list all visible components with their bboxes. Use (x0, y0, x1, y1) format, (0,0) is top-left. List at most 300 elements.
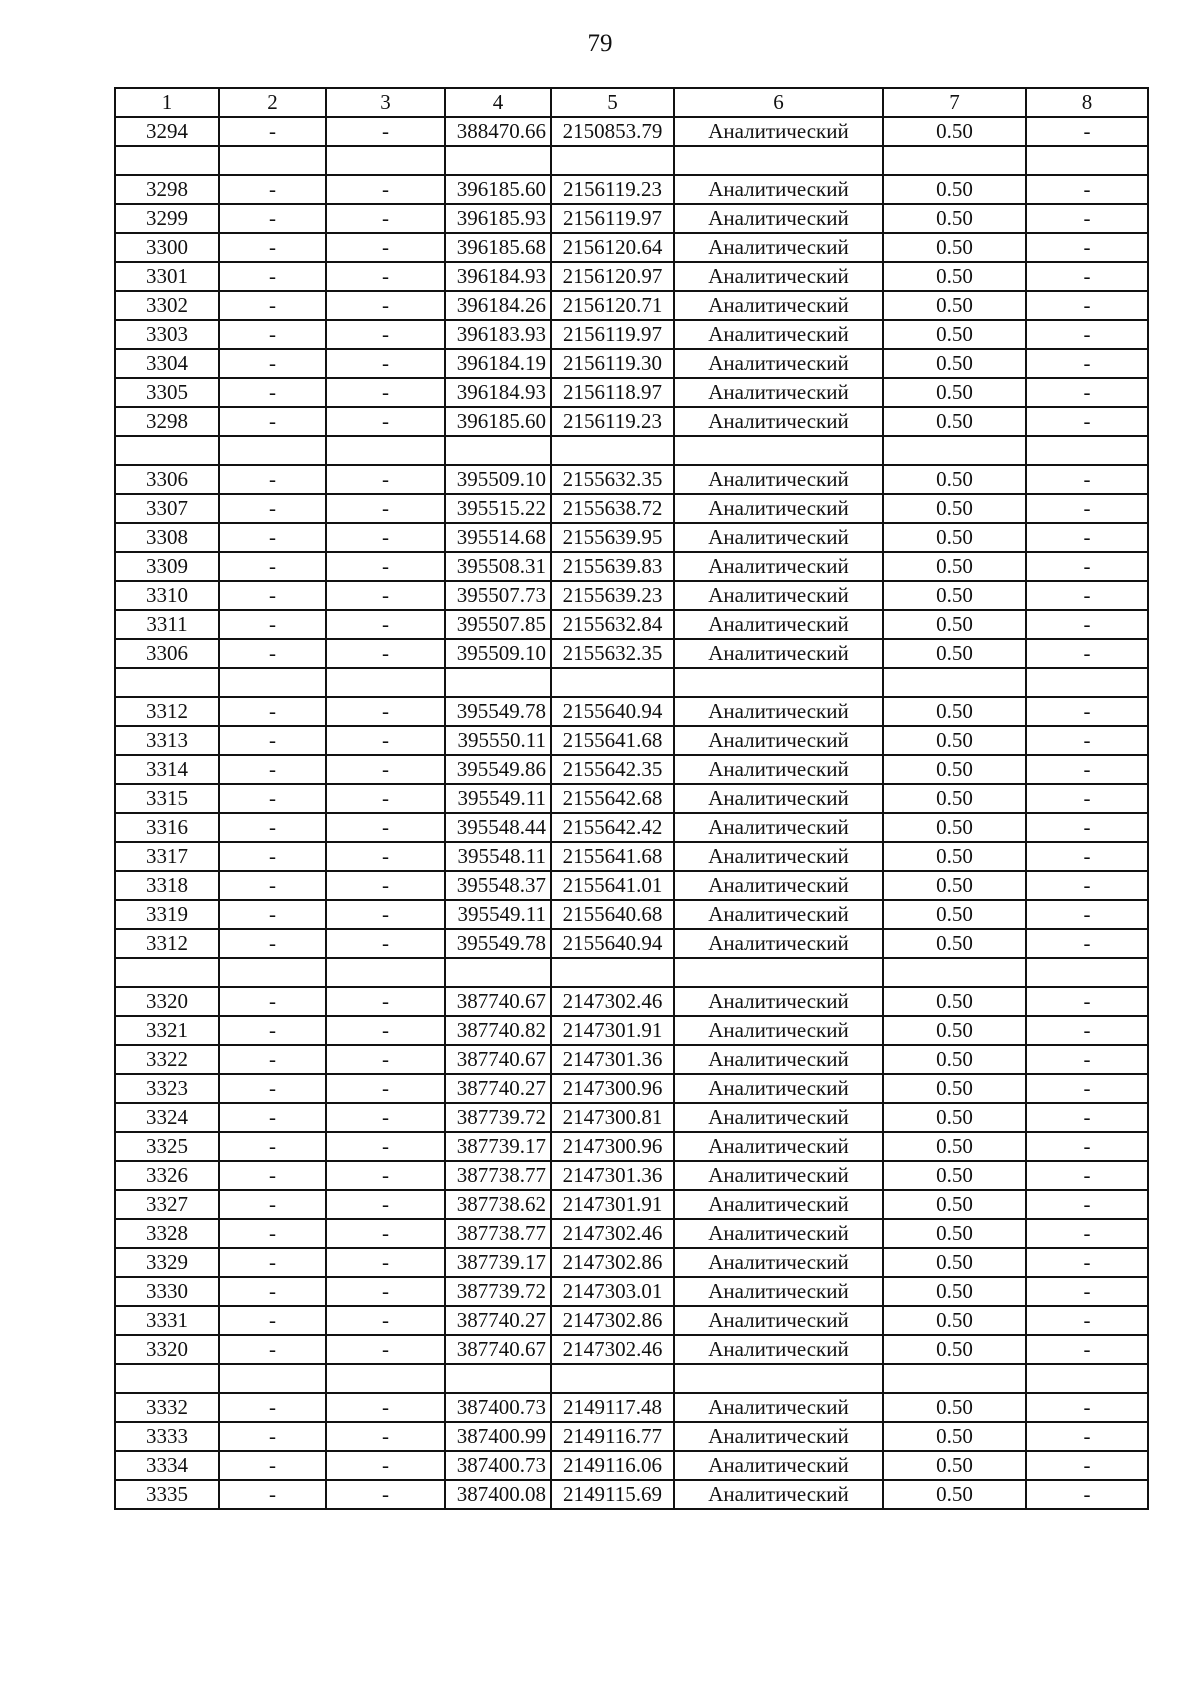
y-coordinate-cell: 2156120.97 (551, 262, 674, 291)
y-coordinate-cell: 2147302.46 (551, 1219, 674, 1248)
cell-col-3: - (326, 1248, 445, 1277)
cell-col-2: - (219, 378, 326, 407)
y-coordinate-cell: 2155639.95 (551, 523, 674, 552)
method-cell: Аналитический (674, 1132, 883, 1161)
y-coordinate-cell: 2147300.81 (551, 1103, 674, 1132)
x-coordinate-cell: 396185.93 (445, 204, 551, 233)
x-coordinate-cell: 387738.62 (445, 1190, 551, 1219)
cell-col-2: - (219, 1480, 326, 1509)
cell-col-3: - (326, 494, 445, 523)
point-number-cell: 3294 (115, 117, 219, 146)
table-row (115, 1016, 1148, 1045)
accuracy-cell: 0.50 (883, 1161, 1026, 1190)
method-cell (674, 668, 883, 697)
cell-col-8: - (1026, 465, 1148, 494)
x-coordinate-cell (445, 436, 551, 465)
table-row (115, 755, 1148, 784)
point-number-cell: 3321 (115, 1016, 219, 1045)
accuracy-cell: 0.50 (883, 1248, 1026, 1277)
cell-col-3: - (326, 1422, 445, 1451)
table-row (115, 1103, 1148, 1132)
table-row (115, 581, 1148, 610)
table-row (115, 1248, 1148, 1277)
table-row (115, 1422, 1148, 1451)
table-row (115, 320, 1148, 349)
method-cell: Аналитический (674, 1074, 883, 1103)
point-number-cell: 3299 (115, 204, 219, 233)
cell-col-8: - (1026, 1132, 1148, 1161)
table-header (115, 88, 1148, 117)
cell-col-2: - (219, 581, 326, 610)
x-coordinate-cell: 396185.60 (445, 175, 551, 204)
accuracy-cell: 0.50 (883, 1393, 1026, 1422)
cell-col-2: - (219, 1451, 326, 1480)
x-coordinate-cell: 395507.73 (445, 581, 551, 610)
cell-col-3: - (326, 610, 445, 639)
accuracy-cell (883, 668, 1026, 697)
point-number-cell: 3320 (115, 987, 219, 1016)
cell-col-2: - (219, 1306, 326, 1335)
y-coordinate-cell: 2155641.68 (551, 842, 674, 871)
cell-col-8: - (1026, 1480, 1148, 1509)
point-number-cell: 3311 (115, 610, 219, 639)
y-coordinate-cell: 2149116.77 (551, 1422, 674, 1451)
y-coordinate-cell: 2156118.97 (551, 378, 674, 407)
cell-col-8: - (1026, 1393, 1148, 1422)
x-coordinate-cell: 387740.67 (445, 1335, 551, 1364)
x-coordinate-cell: 395550.11 (445, 726, 551, 755)
cell-col-8: - (1026, 1335, 1148, 1364)
cell-col-8: - (1026, 1074, 1148, 1103)
accuracy-cell: 0.50 (883, 1422, 1026, 1451)
point-number-cell: 3305 (115, 378, 219, 407)
table-row (115, 842, 1148, 871)
table-row (115, 117, 1148, 146)
table-row (115, 552, 1148, 581)
table-row (115, 436, 1148, 465)
y-coordinate-cell: 2150853.79 (551, 117, 674, 146)
accuracy-cell: 0.50 (883, 726, 1026, 755)
cell-col-8: - (1026, 1103, 1148, 1132)
x-coordinate-cell: 395509.10 (445, 639, 551, 668)
cell-col-3: - (326, 1190, 445, 1219)
accuracy-cell: 0.50 (883, 1074, 1026, 1103)
y-coordinate-cell: 2147301.36 (551, 1045, 674, 1074)
accuracy-cell: 0.50 (883, 1045, 1026, 1074)
cell-col-8: - (1026, 900, 1148, 929)
cell-col-8: - (1026, 1219, 1148, 1248)
y-coordinate-cell: 2155638.72 (551, 494, 674, 523)
method-cell (674, 146, 883, 175)
cell-col-8: - (1026, 639, 1148, 668)
cell-col-2: - (219, 320, 326, 349)
point-number-cell: 3310 (115, 581, 219, 610)
cell-col-3: - (326, 871, 445, 900)
cell-col-3: - (326, 117, 445, 146)
cell-col-3: - (326, 1480, 445, 1509)
table-row (115, 407, 1148, 436)
cell-col-2 (219, 668, 326, 697)
method-cell: Аналитический (674, 407, 883, 436)
point-number-cell: 3301 (115, 262, 219, 291)
table-row (115, 523, 1148, 552)
cell-col-3: - (326, 1219, 445, 1248)
method-cell: Аналитический (674, 1219, 883, 1248)
method-cell: Аналитический (674, 726, 883, 755)
y-coordinate-cell: 2156119.23 (551, 175, 674, 204)
cell-col-2: - (219, 726, 326, 755)
cell-col-8: - (1026, 1045, 1148, 1074)
x-coordinate-cell (445, 1364, 551, 1393)
cell-col-3: - (326, 929, 445, 958)
point-number-cell: 3313 (115, 726, 219, 755)
cell-col-2: - (219, 1277, 326, 1306)
cell-col-3: - (326, 1306, 445, 1335)
cell-col-3: - (326, 1074, 445, 1103)
cell-col-8: - (1026, 1277, 1148, 1306)
accuracy-cell: 0.50 (883, 755, 1026, 784)
cell-col-8: - (1026, 813, 1148, 842)
accuracy-cell (883, 436, 1026, 465)
cell-col-3: - (326, 349, 445, 378)
x-coordinate-cell: 395508.31 (445, 552, 551, 581)
y-coordinate-cell: 2155642.42 (551, 813, 674, 842)
accuracy-cell: 0.50 (883, 117, 1026, 146)
accuracy-cell: 0.50 (883, 842, 1026, 871)
cell-col-3: - (326, 407, 445, 436)
cell-col-8 (1026, 436, 1148, 465)
point-number-cell: 3308 (115, 523, 219, 552)
cell-col-8: - (1026, 320, 1148, 349)
x-coordinate-cell: 387739.72 (445, 1277, 551, 1306)
cell-col-3: - (326, 987, 445, 1016)
table-row (115, 378, 1148, 407)
cell-col-3: - (326, 378, 445, 407)
method-cell: Аналитический (674, 117, 883, 146)
y-coordinate-cell: 2149116.06 (551, 1451, 674, 1480)
y-coordinate-cell: 2156119.97 (551, 204, 674, 233)
table-row (115, 1480, 1148, 1509)
cell-col-2: - (219, 900, 326, 929)
x-coordinate-cell: 395509.10 (445, 465, 551, 494)
cell-col-8: - (1026, 929, 1148, 958)
cell-col-3: - (326, 291, 445, 320)
cell-col-3: - (326, 233, 445, 262)
x-coordinate-cell (445, 668, 551, 697)
accuracy-cell: 0.50 (883, 175, 1026, 204)
x-coordinate-cell: 387738.77 (445, 1219, 551, 1248)
accuracy-cell: 0.50 (883, 1132, 1026, 1161)
cell-col-2: - (219, 639, 326, 668)
table-row (115, 1161, 1148, 1190)
cell-col-3 (326, 1364, 445, 1393)
cell-col-8: - (1026, 117, 1148, 146)
column-header: 6 (674, 88, 883, 117)
method-cell: Аналитический (674, 175, 883, 204)
method-cell: Аналитический (674, 639, 883, 668)
accuracy-cell: 0.50 (883, 987, 1026, 1016)
cell-col-2: - (219, 1016, 326, 1045)
x-coordinate-cell: 396185.68 (445, 233, 551, 262)
cell-col-3: - (326, 697, 445, 726)
method-cell: Аналитический (674, 320, 883, 349)
cell-col-2 (219, 436, 326, 465)
x-coordinate-cell: 387400.99 (445, 1422, 551, 1451)
y-coordinate-cell: 2149117.48 (551, 1393, 674, 1422)
accuracy-cell: 0.50 (883, 1103, 1026, 1132)
x-coordinate-cell: 396184.19 (445, 349, 551, 378)
cell-col-8: - (1026, 523, 1148, 552)
y-coordinate-cell: 2156119.97 (551, 320, 674, 349)
x-coordinate-cell: 387400.73 (445, 1451, 551, 1480)
table-row (115, 146, 1148, 175)
point-number-cell: 3298 (115, 407, 219, 436)
x-coordinate-cell (445, 958, 551, 987)
x-coordinate-cell: 387740.82 (445, 1016, 551, 1045)
cell-col-3: - (326, 1132, 445, 1161)
method-cell: Аналитический (674, 813, 883, 842)
cell-col-3: - (326, 204, 445, 233)
point-number-cell: 3318 (115, 871, 219, 900)
method-cell: Аналитический (674, 1393, 883, 1422)
cell-col-8: - (1026, 204, 1148, 233)
x-coordinate-cell: 387400.73 (445, 1393, 551, 1422)
table-row (115, 697, 1148, 726)
y-coordinate-cell: 2147302.46 (551, 1335, 674, 1364)
cell-col-8 (1026, 146, 1148, 175)
y-coordinate-cell: 2156119.30 (551, 349, 674, 378)
y-coordinate-cell: 2147301.91 (551, 1016, 674, 1045)
y-coordinate-cell: 2155639.83 (551, 552, 674, 581)
x-coordinate-cell: 396184.93 (445, 378, 551, 407)
cell-col-3: - (326, 1045, 445, 1074)
x-coordinate-cell: 396185.60 (445, 407, 551, 436)
cell-col-2: - (219, 813, 326, 842)
y-coordinate-cell: 2147301.36 (551, 1161, 674, 1190)
accuracy-cell: 0.50 (883, 1306, 1026, 1335)
method-cell: Аналитический (674, 349, 883, 378)
cell-col-2: - (219, 523, 326, 552)
cell-col-2 (219, 958, 326, 987)
y-coordinate-cell: 2147300.96 (551, 1132, 674, 1161)
point-number-cell (115, 1364, 219, 1393)
column-header: 8 (1026, 88, 1148, 117)
accuracy-cell: 0.50 (883, 407, 1026, 436)
method-cell: Аналитический (674, 1103, 883, 1132)
method-cell: Аналитический (674, 581, 883, 610)
y-coordinate-cell (551, 436, 674, 465)
table-row (115, 494, 1148, 523)
point-number-cell: 3329 (115, 1248, 219, 1277)
table-row (115, 233, 1148, 262)
cell-col-3: - (326, 523, 445, 552)
table-row (115, 291, 1148, 320)
cell-col-8: - (1026, 1190, 1148, 1219)
cell-col-8: - (1026, 552, 1148, 581)
accuracy-cell: 0.50 (883, 1480, 1026, 1509)
cell-col-8: - (1026, 697, 1148, 726)
cell-col-8 (1026, 958, 1148, 987)
coordinates-table (114, 87, 1149, 1510)
cell-col-2: - (219, 465, 326, 494)
cell-col-8: - (1026, 871, 1148, 900)
y-coordinate-cell: 2155632.35 (551, 639, 674, 668)
y-coordinate-cell: 2155641.01 (551, 871, 674, 900)
table-row (115, 1335, 1148, 1364)
point-number-cell: 3317 (115, 842, 219, 871)
y-coordinate-cell (551, 146, 674, 175)
header-row (115, 88, 1148, 117)
cell-col-3: - (326, 755, 445, 784)
x-coordinate-cell: 395549.11 (445, 784, 551, 813)
cell-col-3: - (326, 581, 445, 610)
cell-col-8: - (1026, 755, 1148, 784)
cell-col-3: - (326, 639, 445, 668)
cell-col-2: - (219, 842, 326, 871)
x-coordinate-cell: 387739.72 (445, 1103, 551, 1132)
cell-col-8: - (1026, 233, 1148, 262)
cell-col-3: - (326, 726, 445, 755)
table-row (115, 1132, 1148, 1161)
method-cell: Аналитический (674, 233, 883, 262)
x-coordinate-cell: 395507.85 (445, 610, 551, 639)
point-number-cell: 3300 (115, 233, 219, 262)
method-cell: Аналитический (674, 987, 883, 1016)
y-coordinate-cell (551, 958, 674, 987)
x-coordinate-cell: 396183.93 (445, 320, 551, 349)
cell-col-8 (1026, 1364, 1148, 1393)
point-number-cell: 3323 (115, 1074, 219, 1103)
table-row (115, 668, 1148, 697)
table-row (115, 204, 1148, 233)
accuracy-cell: 0.50 (883, 262, 1026, 291)
cell-col-3 (326, 146, 445, 175)
cell-col-3: - (326, 1161, 445, 1190)
cell-col-3: - (326, 1277, 445, 1306)
x-coordinate-cell (445, 146, 551, 175)
cell-col-3 (326, 958, 445, 987)
point-number-cell: 3315 (115, 784, 219, 813)
cell-col-3: - (326, 1103, 445, 1132)
x-coordinate-cell: 387740.27 (445, 1074, 551, 1103)
point-number-cell: 3322 (115, 1045, 219, 1074)
y-coordinate-cell: 2155642.35 (551, 755, 674, 784)
x-coordinate-cell: 395548.37 (445, 871, 551, 900)
method-cell: Аналитический (674, 784, 883, 813)
point-number-cell: 3309 (115, 552, 219, 581)
cell-col-2: - (219, 204, 326, 233)
method-cell: Аналитический (674, 871, 883, 900)
point-number-cell: 3306 (115, 639, 219, 668)
y-coordinate-cell: 2147301.91 (551, 1190, 674, 1219)
method-cell (674, 1364, 883, 1393)
point-number-cell: 3332 (115, 1393, 219, 1422)
table-row (115, 465, 1148, 494)
table-row (115, 610, 1148, 639)
cell-col-2: - (219, 1248, 326, 1277)
cell-col-2: - (219, 175, 326, 204)
cell-col-8: - (1026, 1306, 1148, 1335)
method-cell: Аналитический (674, 842, 883, 871)
cell-col-8: - (1026, 175, 1148, 204)
cell-col-2: - (219, 291, 326, 320)
accuracy-cell: 0.50 (883, 1190, 1026, 1219)
point-number-cell: 3302 (115, 291, 219, 320)
cell-col-2 (219, 1364, 326, 1393)
column-header: 5 (551, 88, 674, 117)
cell-col-8: - (1026, 349, 1148, 378)
method-cell: Аналитический (674, 1190, 883, 1219)
accuracy-cell: 0.50 (883, 233, 1026, 262)
point-number-cell (115, 146, 219, 175)
accuracy-cell: 0.50 (883, 784, 1026, 813)
cell-col-8 (1026, 668, 1148, 697)
accuracy-cell: 0.50 (883, 1219, 1026, 1248)
y-coordinate-cell: 2155640.94 (551, 697, 674, 726)
page-number: 79 (587, 30, 613, 57)
method-cell: Аналитический (674, 1480, 883, 1509)
y-coordinate-cell: 2147303.01 (551, 1277, 674, 1306)
point-number-cell (115, 958, 219, 987)
cell-col-2: - (219, 1335, 326, 1364)
point-number-cell: 3333 (115, 1422, 219, 1451)
point-number-cell (115, 436, 219, 465)
cell-col-2: - (219, 987, 326, 1016)
cell-col-3: - (326, 900, 445, 929)
accuracy-cell: 0.50 (883, 552, 1026, 581)
x-coordinate-cell: 387740.67 (445, 1045, 551, 1074)
accuracy-cell: 0.50 (883, 581, 1026, 610)
accuracy-cell (883, 146, 1026, 175)
cell-col-2: - (219, 1103, 326, 1132)
accuracy-cell (883, 958, 1026, 987)
method-cell: Аналитический (674, 494, 883, 523)
y-coordinate-cell (551, 1364, 674, 1393)
method-cell: Аналитический (674, 1045, 883, 1074)
y-coordinate-cell: 2155640.94 (551, 929, 674, 958)
accuracy-cell: 0.50 (883, 1016, 1026, 1045)
table-row (115, 1364, 1148, 1393)
cell-col-3: - (326, 320, 445, 349)
table-row (115, 1074, 1148, 1103)
method-cell: Аналитический (674, 552, 883, 581)
cell-col-2: - (219, 1190, 326, 1219)
x-coordinate-cell: 395549.78 (445, 697, 551, 726)
x-coordinate-cell: 395549.78 (445, 929, 551, 958)
point-number-cell (115, 668, 219, 697)
column-header: 4 (445, 88, 551, 117)
cell-col-8: - (1026, 494, 1148, 523)
accuracy-cell: 0.50 (883, 204, 1026, 233)
accuracy-cell: 0.50 (883, 900, 1026, 929)
y-coordinate-cell: 2156120.64 (551, 233, 674, 262)
accuracy-cell: 0.50 (883, 1335, 1026, 1364)
cell-col-3: - (326, 465, 445, 494)
table-row (115, 726, 1148, 755)
cell-col-2: - (219, 784, 326, 813)
point-number-cell: 3331 (115, 1306, 219, 1335)
method-cell: Аналитический (674, 262, 883, 291)
point-number-cell: 3304 (115, 349, 219, 378)
x-coordinate-cell: 396184.93 (445, 262, 551, 291)
x-coordinate-cell: 396184.26 (445, 291, 551, 320)
table-row (115, 929, 1148, 958)
method-cell: Аналитический (674, 291, 883, 320)
method-cell: Аналитический (674, 900, 883, 929)
cell-col-8: - (1026, 1016, 1148, 1045)
y-coordinate-cell: 2156119.23 (551, 407, 674, 436)
table-row (115, 1190, 1148, 1219)
